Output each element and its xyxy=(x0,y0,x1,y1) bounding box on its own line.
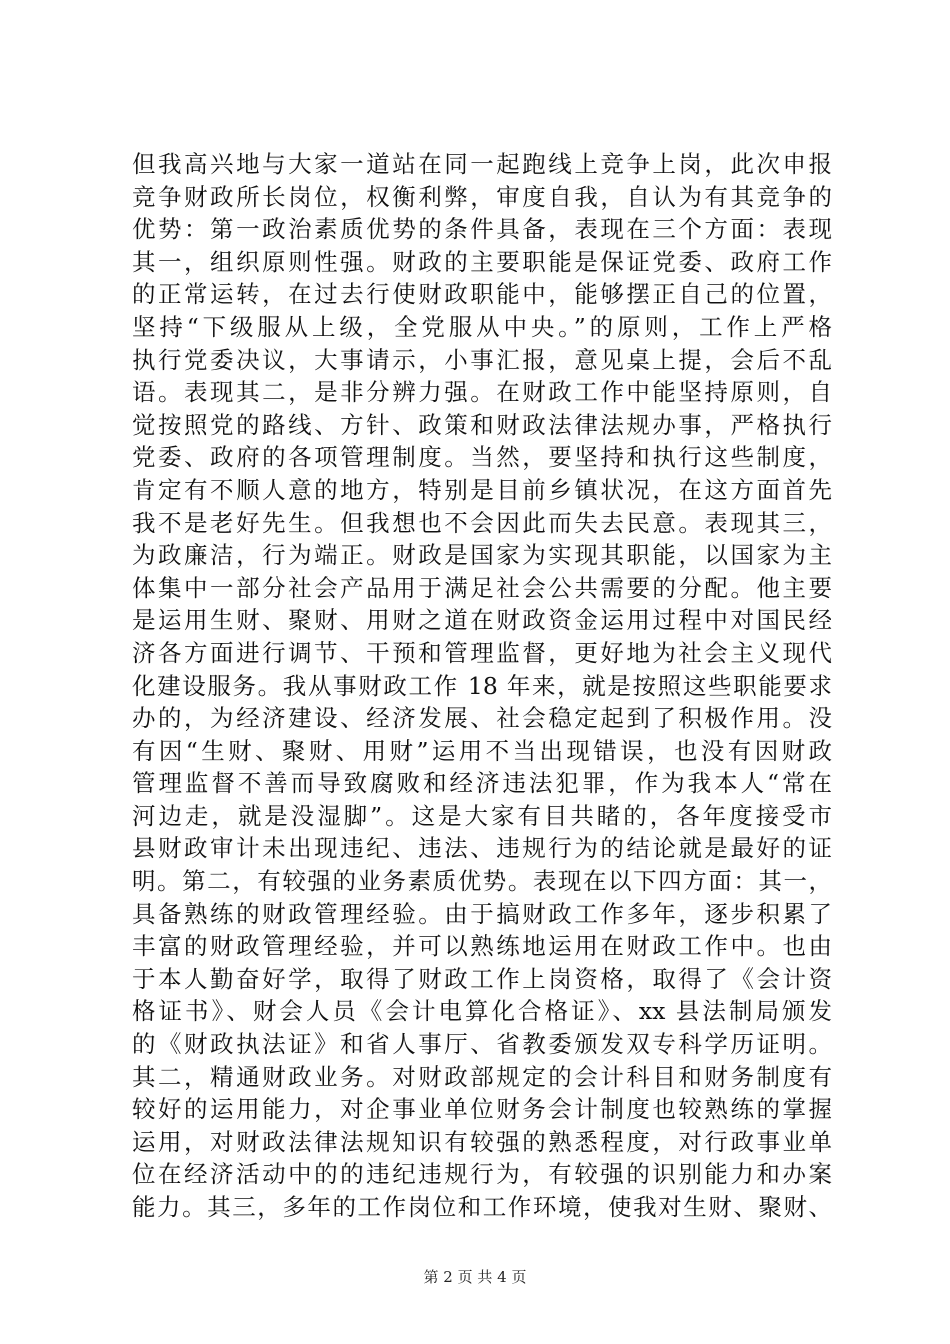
text-line: 语。表现其二，是非分辨力强。在财政工作中能坚持原则，自 xyxy=(132,378,832,407)
text-line: 具备熟练的财政管理经验。由于搞财政工作多年，逐步积累了 xyxy=(132,899,832,928)
text-line: 是运用生财、聚财、用财之道在财政资金运用过程中对国民经 xyxy=(132,606,832,635)
text-line: 其一，组织原则性强。财政的主要职能是保证党委、政府工作 xyxy=(132,247,832,276)
text-line: 其二，精通财政业务。对财政部规定的会计科目和财务制度有 xyxy=(132,1062,832,1091)
text-line: 执行党委决议，大事请示，小事汇报，意见桌上提，会后不乱 xyxy=(132,345,832,374)
text-line: 的正常运转，在过去行使财政职能中，能够摆正自己的位置， xyxy=(132,280,832,309)
text-line: 坚持“下级服从上级，全党服从中央。”的原则，工作上严格 xyxy=(132,312,832,341)
text-line: 县财政审计未出现违纪、违法、违规行为的结论就是最好的证 xyxy=(132,834,832,863)
text-line: 管理监督不善而导致腐败和经济违法犯罪，作为我本人“常在 xyxy=(132,769,832,798)
page-footer: 第 2 页 共 4 页 xyxy=(423,1268,527,1286)
text-line: 丰富的财政管理经验，并可以熟练地运用在财政工作中。也由 xyxy=(132,932,832,961)
text-line: 党委、政府的各项管理制度。当然，要坚持和执行这些制度， xyxy=(132,443,832,472)
text-line: 河边走，就是没湿脚”。这是大家有目共睹的，各年度接受市 xyxy=(132,801,832,830)
text-line: 办的，为经济建设、经济发展、社会稳定起到了积极作用。没 xyxy=(132,704,832,733)
text-line: 竞争财政所长岗位，权衡利弊，审度自我，自认为有其竞争的 xyxy=(132,182,832,211)
text-line: 于本人勤奋好学，取得了财政工作上岗资格，取得了《会计资 xyxy=(132,964,832,993)
body-text xyxy=(132,148,832,1224)
text-line: 优势：第一政治素质优势的条件具备，表现在三个方面：表现 xyxy=(132,215,832,244)
text-line: 运用，对财政法律法规知识有较强的熟悉程度，对行政事业单 xyxy=(132,1127,832,1156)
text-line: 格证书》、财会人员《会计电算化合格证》、xx 县法制局颁发 xyxy=(132,997,832,1026)
text-line: 位在经济活动中的的违纪违规行为，有较强的识别能力和办案 xyxy=(132,1160,832,1189)
text-line: 的《财政执法证》和省人事厅、省教委颁发双专科学历证明。 xyxy=(132,1030,832,1059)
text-line: 觉按照党的路线、方针、政策和财政法律法规办事，严格执行 xyxy=(132,410,832,439)
text-line: 化建设服务。我从事财政工作 18 年来，就是按照这些职能要求 xyxy=(132,671,832,700)
text-line: 能力。其三，多年的工作岗位和工作环境，使我对生财、聚财、 xyxy=(132,1193,832,1221)
text-line: 体集中一部分社会产品用于满足社会公共需要的分配。他主要 xyxy=(132,573,832,602)
text-line: 较好的运用能力，对企事业单位财务会计制度也较熟练的掌握 xyxy=(132,1095,832,1124)
text-line: 为政廉洁，行为端正。财政是国家为实现其职能，以国家为主 xyxy=(132,541,832,570)
text-line: 我不是老好先生。但我想也不会因此而失去民意。表现其三， xyxy=(132,508,832,537)
text-line: 有因“生财、聚财、用财”运用不当出现错误，也没有因财政 xyxy=(132,736,832,765)
text-line: 济各方面进行调节、干预和管理监督，更好地为社会主义现代 xyxy=(132,638,832,667)
text-line: 肯定有不顺人意的地方，特别是目前乡镇状况，在这方面首先 xyxy=(132,475,832,504)
text-line: 明。第二，有较强的业务素质优势。表现在以下四方面：其一， xyxy=(132,867,832,896)
text-line: 但我高兴地与大家一道站在同一起跑线上竞争上岗，此次申报 xyxy=(132,150,832,178)
